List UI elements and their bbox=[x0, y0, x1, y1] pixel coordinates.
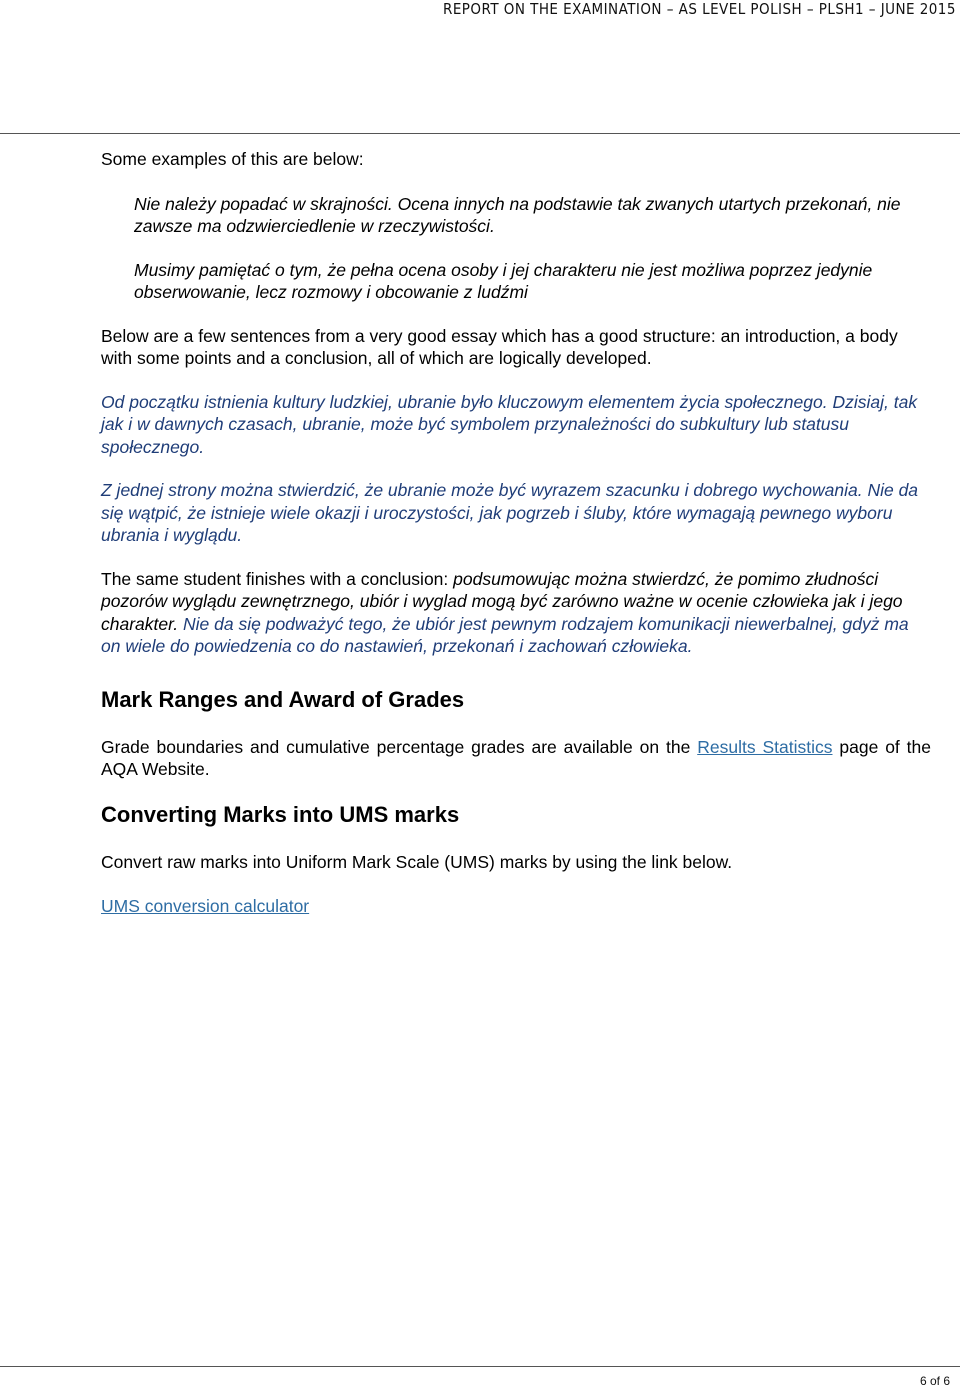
mark-ranges-heading: Mark Ranges and Award of Grades bbox=[101, 686, 465, 712]
conclusion-quote-a: podsumowując można stwierdzć, że pomimo złudności pozorów wyglądu zewnętrznego, ubiór i wyglad mogą być zarówno ważne w ocenie człowieka jak i jego charakter. bbox=[101, 568, 903, 634]
essay-quote-1a: Od początku istnienia kultury ludzkiej, ubranie było kluczowym elementem życia społecznego. bbox=[101, 391, 828, 412]
conclusion-quote-b: Nie da się podważyć tego, że ubiór jest pewnym rodzajem komunikacji niewerbalnej, gdyż ma on wiele do powiedzenia co do nastawień, przekonań i zachowań człowieka. bbox=[101, 613, 909, 656]
examples-intro: Some examples of this are below: bbox=[101, 149, 364, 169]
essay-quote-2a: Z jednej strony można stwierdzić, że ubranie może być wyrazem szacunku i dobrego wychowania. bbox=[101, 480, 863, 500]
footer-divider bbox=[0, 1366, 960, 1367]
page-number: 6 of 6 bbox=[919, 1374, 950, 1388]
report-header-title: REPORT ON THE EXAMINATION – AS LEVEL POLISH – PLSH1 – JUNE 2015 bbox=[443, 0, 956, 18]
essay-quote-2 bbox=[101, 479, 931, 547]
mark-ranges-text-before: Grade boundaries and cumulative percentage grades are available on the bbox=[101, 736, 698, 757]
example-quote-2: Musimy pamiętać o tym, że pełna ocena osoby i jej charakteru nie jest możliwa poprzez jedynie obserwowanie, lecz rozmowy i obcowanie z ludźmi bbox=[134, 259, 873, 302]
ums-heading: Converting Marks into UMS marks bbox=[101, 801, 460, 827]
essay-quote-1 bbox=[101, 391, 931, 459]
essay-quote-2b: Nie da się wątpić, że istnieje wiele okazji i uroczystości, jak pogrzeb i śluby, które wymagają pewnego wyboru ubrania i wyglądu. bbox=[101, 480, 919, 545]
page-content bbox=[101, 148, 931, 918]
mark-ranges-text bbox=[101, 736, 931, 781]
good-essay-intro: Below are a few sentences from a very good essay which has a good structure: an introduction, a body with some points and a conclusion, all of which are logically developed. bbox=[101, 325, 898, 368]
header-divider bbox=[0, 133, 960, 134]
conclusion-lead: The same student finishes with a conclusion: bbox=[101, 568, 454, 589]
ums-link-paragraph bbox=[101, 895, 931, 918]
results-statistics-link[interactable]: Results Statistics bbox=[697, 736, 833, 757]
ums-conversion-calculator-link[interactable]: UMS conversion calculator bbox=[101, 896, 310, 916]
mark-ranges-text-after: page of the AQA Website. bbox=[101, 736, 932, 779]
example-quote-1: Nie należy popadać w skrajności. Ocena innych na podstawie tak zwanych utartych przekonań, nie zawsze ma odzwierciedlenie w rzeczywistości. bbox=[134, 193, 901, 236]
conclusion-paragraph bbox=[101, 568, 931, 658]
ums-text: Convert raw marks into Uniform Mark Scale (UMS) marks by using the link below. bbox=[101, 851, 733, 872]
essay-quote-1b: Dzisiaj, tak jak i w dawnych czasach, ubranie, może być symbolem przynależności do subkultury lub statusu społecznego. bbox=[101, 391, 918, 457]
